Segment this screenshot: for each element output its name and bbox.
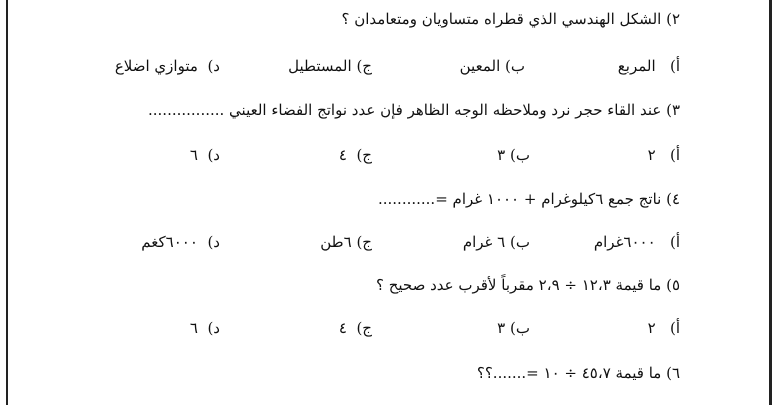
option-c: ج) ٦طن <box>320 233 372 251</box>
option-c: ج) المستطيل <box>288 57 372 75</box>
page-border-right <box>769 0 772 405</box>
question-4-options <box>40 233 680 255</box>
question-5 <box>40 276 680 294</box>
question-text: ٥) ما قيمة ١٢،٣ ÷ ٢،٩ مقرباً لأقرب عدد صحيح ؟ <box>375 276 680 294</box>
option-b: ب) ٣ <box>497 146 530 164</box>
option-a: أ) المربع <box>617 57 680 75</box>
question-5-options <box>40 319 680 341</box>
option-d: د) ٦ <box>189 319 220 337</box>
option-c: ج) ٤ <box>338 319 372 337</box>
option-a: أ) ٦٠٠٠غرام <box>593 233 680 251</box>
option-c: ج) ٤ <box>338 146 372 164</box>
question-2-options <box>40 57 680 79</box>
option-d: د) ٦ <box>189 146 220 164</box>
question-2 <box>40 10 680 28</box>
option-d: د) متوازي اضلاع <box>114 57 220 75</box>
question-4 <box>40 190 680 208</box>
question-text: ٤) ناتج جمع ٦كيلوغرام + ١٠٠٠ غرام =............ <box>377 190 680 208</box>
question-text: ٦) ما قيمة ٤٥،٧ ÷ ١٠ =.......؟؟ <box>476 364 680 382</box>
option-b: ب) ٣ <box>497 319 530 337</box>
question-text: ٢) الشكل الهندسي الذي قطراه متساويان ومتعامدان ؟ <box>341 10 680 28</box>
option-b: ب) المعين <box>459 57 525 75</box>
option-a: أ) ٢ <box>647 319 680 337</box>
option-d: د) ٦٠٠٠كغم <box>141 233 220 251</box>
question-3 <box>40 101 680 119</box>
option-b: ب) ٦ غرام <box>462 233 530 251</box>
question-text: ٣) عند القاء حجر نرد وملاحظه الوجه الظاهر فإن عدد نواتج الفضاء العيني ................ <box>148 101 680 119</box>
option-a: أ) ٢ <box>647 146 680 164</box>
question-3-options <box>40 146 680 168</box>
question-6 <box>40 364 680 382</box>
page-border-left <box>6 0 8 405</box>
